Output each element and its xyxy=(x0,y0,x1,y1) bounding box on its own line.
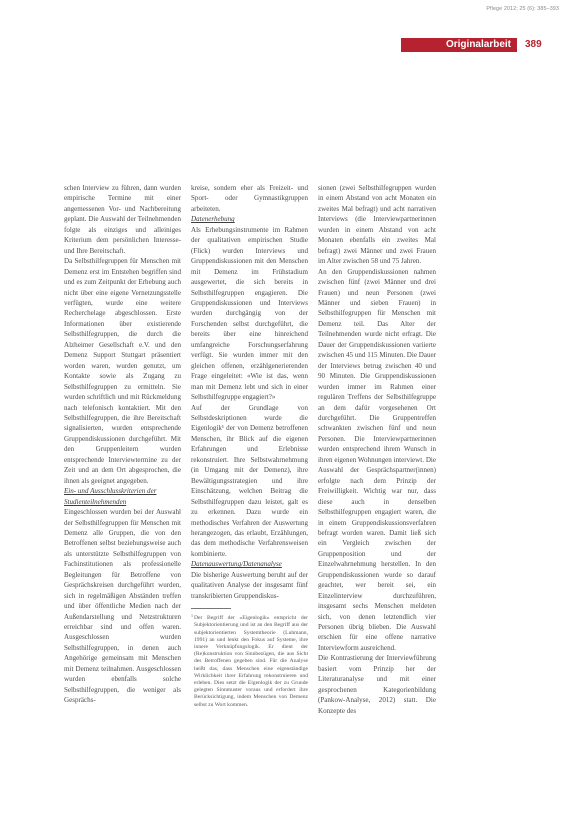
body-paragraph: Da Selbsthilfegruppen für Menschen mit Demenz erst im Entstehen begriffen sind und es zum Zeitpunkt der Erhebung auch nicht über eine eigene Vernetzungsstelle verfügten, wurde eine weitere Recherchelage abgeschlossen. Erste Informationen über existierende Selbsthilfegruppen, die durch die Alzheimer Gesellschaft e.V. und den Demenz Support Stuttgart präsentiert worden waren, wurden genutzt, um Kontakte sowie als Zugang zu Selbsthilfegruppen zu ermitteln. Sie wurden schriftlich und mit Rückmeldung nach telefonisch kontaktiert. Mit den Selbsthilfegruppen, die ihre Bereitschaft signalisierten, wurden entsprechende Gruppendiskussionen durchgeführt. Mit den Gruppenleitern wurden entsprechende Interviewtermine zu der Zeit und an dem Ort abgesprochen, die ihnen als geeignet angegeben. xyxy=(64,257,181,485)
text-column-1 xyxy=(64,183,181,706)
body-paragraph: kreise, sondern eher als Freizeit- und Sport- oder Gymnastikgruppen arbeiteten. xyxy=(191,184,308,213)
text-column-3 xyxy=(318,183,436,716)
body-paragraph: Auf der Grundlage von Selbstdeskriptionen wurde die Eigenlogik¹ der von Demenz betroffenen Menschen, ihr Blick auf die eigenen Erfahrungen und Erlebnisse rekonstruiert. Ihre Selbstwahrnehmung (in Umgang mit der Demenz), ihre Bewältigungsstrategien und ihre Einschätzung, welchen Beitrag die Selbsthilfegruppen dazu leistet, galt es zu erkennen. Dazu wurde ein methodisches Verfahren der Auswertung herangezogen, das erlaubt, Erzählungen, das dem methodische Verfahrensweisen kombinierte. xyxy=(191,403,308,558)
text-column-2 xyxy=(191,183,308,709)
page-number: 389 xyxy=(525,39,542,50)
body-paragraph: Als Erhebungsinstrumente im Rahmen der qualitativen empirischen Studie (Flick) wurden Interviews und Gruppendiskussionen mit den Menschen mit Demenz im Frühstadium ausgewertet, die sich bereits in Selbsthilfegruppen engagieren. Die Gruppendiskussionen und Interviews wurden durchgängig von der Forschenden selbst durchgeführt, die bereits über eine hinreichend umfangreiche Forschungserfahrung verfügt. Sie wurden immer mit den gleichen offenen, erzählgenerierenden Frage eingeleitet: «Wie ist das, wenn man mit Demenz lebt und sich in einer Selbsthilfegruppe engagiert?» xyxy=(191,225,308,402)
journal-reference: Pflege 2012; 25 (6): 385–393 xyxy=(486,6,559,12)
footnote-text: Der Begriff der «Eigenlogik» entspricht der Subjektorientierung und ist an den Begriff aus der subjektorientierten Systemtheorie (Luhmann, 1991) an und lenkt den Fokus auf Systeme, ihre innere Verknüpfungslogik. Er dient der (Re)konstruktion von Sinnbezügen, die aus Sicht des Betroffenen gegeben sind. Für die Analyse heißt das, dass Menschen eine eigenständige Wirklichkeit ihrer Erfahrung rekonstruieren und erleben. Dies setzt die Eigenlogik der zu Grunde gelegten Sinnmuster voraus und erfordert ihre Berücksichtigung, indem Menschen von Demenz selbst zu Wort kommen. xyxy=(194,615,308,708)
body-paragraph: Die Kontrastierung der Interviewführung basiert vom Prinzip her der Literaturanalyse und mit einer gesprochenen Kategorienbildung (Pankow-Analyse, 2012) statt. Die Konzepte des xyxy=(318,654,436,715)
section-tag: Originalarbeit xyxy=(401,38,517,52)
body-paragraph: Eingeschlossen wurden bei der Auswahl der Selbsthilfegruppen für Menschen mit Demenz alle Gruppen, die von den Betroffenen selbst beziehungsweise auch als unterstützte Selbsthilfegruppen von Fachinstitutionen als professionelle Begleitungen für Betroffene von Gesprächskreisen durchgeführt wurden, sich in regelmäßigen Abständen treffen und über öffentliche Medien nach der Außendarstellung und Netzstrukturen erreichbar sind und offen waren. Ausgeschlossen wurden Selbsthilfegruppen, in denen auch Angehörige gemeinsam mit Menschen mit Demenz teilnahmen. Ausgeschlossen wurden ebenfalls solche Selbsthilfegruppen, die weniger als Gesprächs- xyxy=(64,508,181,705)
section-heading: Datenerhebung xyxy=(191,215,235,224)
footnote-rule xyxy=(191,608,231,609)
body-paragraph: sionen (zwei Selbsthilfegruppen wurden in einem Abstand von acht Monaten ein zweites Mal befragt) und acht narrativen Interviews (die Interviewpartnerinnen wurden in einem Abstand von acht Monaten ebenfalls ein zweites Mal befragt) zwei Männer und zwei Frauen im Alter zwischen 58 und 75 Jahren. xyxy=(318,184,436,266)
body-paragraph: Die bisherige Auswertung beruht auf der qualitativen Analyse der insgesamt fünf transkribierten Gruppendiskus- xyxy=(191,570,308,600)
section-heading: Datenauswertung/Datenanalyse xyxy=(191,560,282,569)
body-paragraph: An den Gruppendiskussionen nahmen zwischen fünf (zwei Männer und drei Frauen) und neun Personen (zwei Männer und sieben Frauen) in Selbsthilfegruppen für Menschen mit Demenz teil. Das Alter der Teilnehmenden wurde nicht erfragt. Die Dauer der Gruppendiskussionen variierte zwischen 45 und 115 Minuten. Die Dauer der Interviews betrug zwischen 40 und 90 Minuten. Die Gruppendiskussionen wurden immer im Rahmen einer regulären Treffens der Selbsthilfegruppe an dem dafür vorgesehenen Ort durchgeführt. Die Gruppentreffen schwankten zwischen fünf und neun Personen. Die Interviewpartnerinnen wurden entsprechend ihrem Wunsch in ihren eigenen Wohnungen interviewt. Die Auswahl der Gesprächspartner(innen) erfolgte nach dem Prinzip der Freiwilligkeit. Wichtig war nur, dass diese auch in denselben Selbsthilfegruppen engagiert waren, die in einem Gruppendiskussionsverfahren befragt worden waren. Damit ließ sich ein Vergleich zwischen der Gruppenposition und der Einzelwahrnehmung herstellen. In den Gruppendiskussionen wurde so darauf geachtet, wer bereit sei, ein Einzelinterview durchzuführen, insgesamt sechs Menschen meldeten sich, von denen letztendlich vier Personen übrig blieben. Die Auswahl erschien für eine offene narrative Interviewform ausreichend. xyxy=(318,267,436,652)
section-heading: Ein- und Ausschlusskriterien der Studienteilnehmenden xyxy=(64,487,157,506)
footnote xyxy=(191,612,308,709)
footnote-marker: 1 xyxy=(191,613,193,619)
body-paragraph: schen Interview zu führen, dann wurden empirische Termine mit einer angemessenen Vor- und Nachbereitung geplant. Die Auswahl der Teilnehmenden folgte als einziges und alleiniges Kriterium dem persönlichen Interesse- und Ihre Bereitschaft. xyxy=(64,184,181,255)
